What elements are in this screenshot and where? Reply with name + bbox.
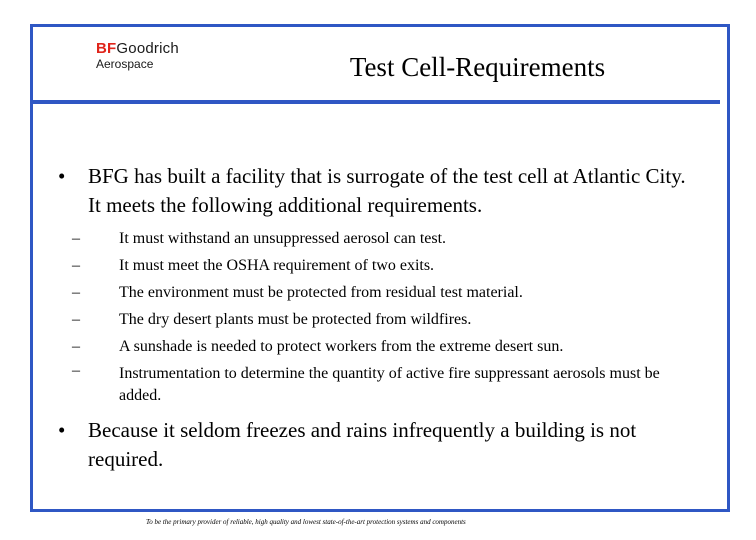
footer-tagline: To be the primary provider of reliable, high quality and lowest state-of-the-art protection systems and components [146, 518, 466, 526]
sub-bullet-text: It must withstand an unsuppressed aerosol can test. [119, 230, 447, 247]
bullet-text: BFG has built a facility that is surrogate of the test cell at Atlantic City. It meets the following additional requirements. [88, 164, 686, 217]
sub-bullet-item [72, 360, 702, 407]
sub-bullet-marker: – [72, 284, 80, 301]
sub-bullet-text: A sunshade is needed to protect workers from the extreme desert sun. [119, 338, 564, 355]
sub-bullet-list [72, 225, 702, 407]
sub-bullet-marker: – [72, 257, 80, 274]
sub-bullet-text: It must meet the OSHA requirement of two exits. [119, 257, 435, 274]
sub-bullet-marker: – [72, 338, 80, 355]
sub-bullet-item [72, 279, 702, 306]
sub-bullet-marker: – [72, 230, 80, 247]
title-divider [30, 100, 720, 104]
sub-bullet-item [72, 333, 702, 360]
sub-bullet-text: The environment must be protected from residual test material. [119, 284, 523, 301]
bullet-marker: • [58, 164, 66, 188]
logo-goodrich: Goodrich [116, 40, 179, 57]
sub-bullet-text: Instrumentation to determine the quantity of active fire suppressant aerosols must be added. [119, 365, 660, 404]
sub-bullet-marker: – [72, 362, 80, 379]
logo-wordmark [96, 40, 179, 57]
slide-title: Test Cell-Requirements [349, 52, 606, 82]
sub-bullet-item [72, 252, 702, 279]
bullet-marker: • [58, 418, 66, 442]
bullet-item [58, 162, 698, 220]
sub-bullet-marker: – [72, 311, 80, 328]
sub-bullet-text: The dry desert plants must be protected from wildfires. [119, 311, 472, 328]
bfgoodrich-logo [96, 40, 179, 72]
logo-bf: BF [96, 40, 117, 57]
bullet-text: Because it seldom freezes and rains infrequently a building is not required. [88, 418, 637, 471]
bullet-item [58, 416, 698, 474]
sub-bullet-item [72, 225, 702, 252]
logo-division: Aerospace [96, 57, 154, 71]
sub-bullet-item [72, 306, 702, 333]
